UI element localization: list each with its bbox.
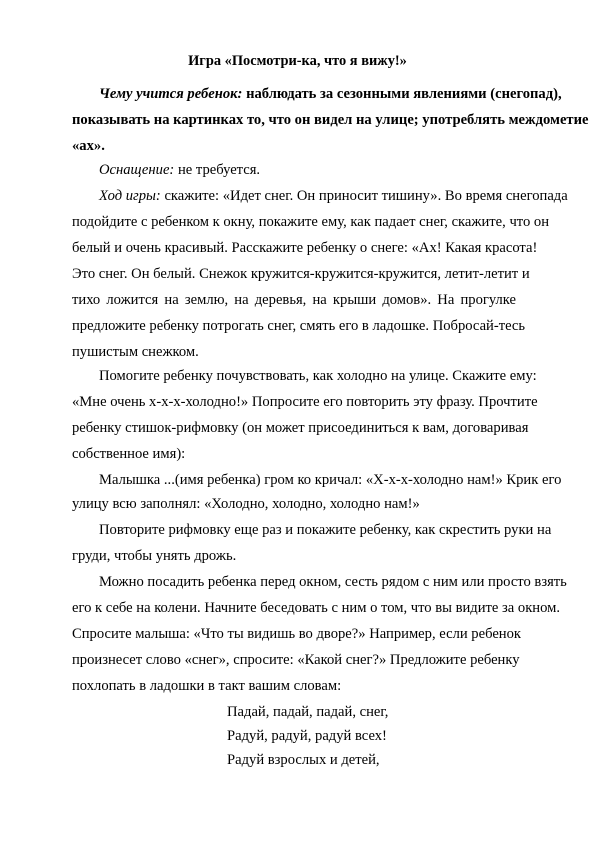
game-line-1 <box>99 187 568 205</box>
equipment-line <box>99 161 260 179</box>
p5-line-3: Спросите малыша: «Что ты видишь во дворе?» Например, если ребенок <box>72 626 521 642</box>
game-line-2: подойдите с ребенком к окну, покажите ему, как падает снег, скажите, что он <box>72 214 550 230</box>
game-line-6: предложите ребенку потрогать снег, смять его в ладошке. Побросай-тесь <box>72 318 526 334</box>
poem-line-2: Радуй, радуй, радуй всех! <box>227 728 387 744</box>
goal-label: Чему учится ребенок: <box>99 86 243 102</box>
p5-line-2: его к себе на колени. Начните беседовать с ним о том, что вы видите за окном. <box>72 600 561 616</box>
p5-line-5: похлопать в ладошки в такт вашим словам: <box>72 678 342 694</box>
poem-line-1: Падай, падай, падай, снег, <box>227 704 389 720</box>
p3-line-1: Малышка ...(имя ребенка) гром ко кричал: «Х-х-х-холодно нам!» Крик его <box>99 472 562 488</box>
game-line-5: тихо ложится на землю, на деревья, на крыши домов». На прогулке <box>72 292 516 308</box>
game-line-4: Это снег. Он белый. Снежок кружится-кружится-кружится, летит-летит и <box>72 266 530 282</box>
p3-line-2: улицу всю заполнял: «Холодно, холодно, холодно нам!» <box>72 496 420 512</box>
p2-line-3: ребенку стишок-рифмовку (он может присоединиться к вам, договаривая <box>72 420 529 436</box>
game-line-7: пушистым снежком. <box>72 344 199 360</box>
goal-line-3: «ах». <box>72 138 105 154</box>
goal-text-1: наблюдать за сезонными явлениями (снегопад), <box>246 86 562 102</box>
goal-line-2: показывать на картинках то, что он видел на улице; употреблять междометие <box>72 112 589 128</box>
p2-line-4: собственное имя): <box>72 446 186 462</box>
poem-line-3: Радуй взрослых и детей, <box>227 752 380 768</box>
p4-line-2: груди, чтобы унять дрожь. <box>72 548 237 564</box>
p2-line-1: Помогите ребенку почувствовать, как холодно на улице. Скажите ему: <box>99 368 537 384</box>
game-label: Ход игры: <box>99 188 161 204</box>
goal-line-1 <box>99 85 562 103</box>
page-title: Игра «Посмотри-ка, что я вижу!» <box>188 53 407 69</box>
p4-line-1: Повторите рифмовку еще раз и покажите ребенку, как скрестить руки на <box>99 522 552 538</box>
game-line-3: белый и очень красивый. Расскажите ребенку о снеге: «Ах! Какая красота! <box>72 240 538 256</box>
equipment-label: Оснащение: <box>99 162 175 178</box>
equipment-text: не требуется. <box>177 162 261 178</box>
p2-line-2: «Мне очень х-х-х-холодно!» Попросите его повторить эту фразу. Прочтите <box>72 394 538 410</box>
p5-line-4: произнесет слово «снег», спросите: «Какой снег?» Предложите ребенку <box>72 652 520 668</box>
p5-line-1: Можно посадить ребенка перед окном, сесть рядом с ним или просто взять <box>99 574 567 590</box>
game-text-1: скажите: «Идет снег. Он приносит тишину». Во время снегопада <box>164 188 568 204</box>
